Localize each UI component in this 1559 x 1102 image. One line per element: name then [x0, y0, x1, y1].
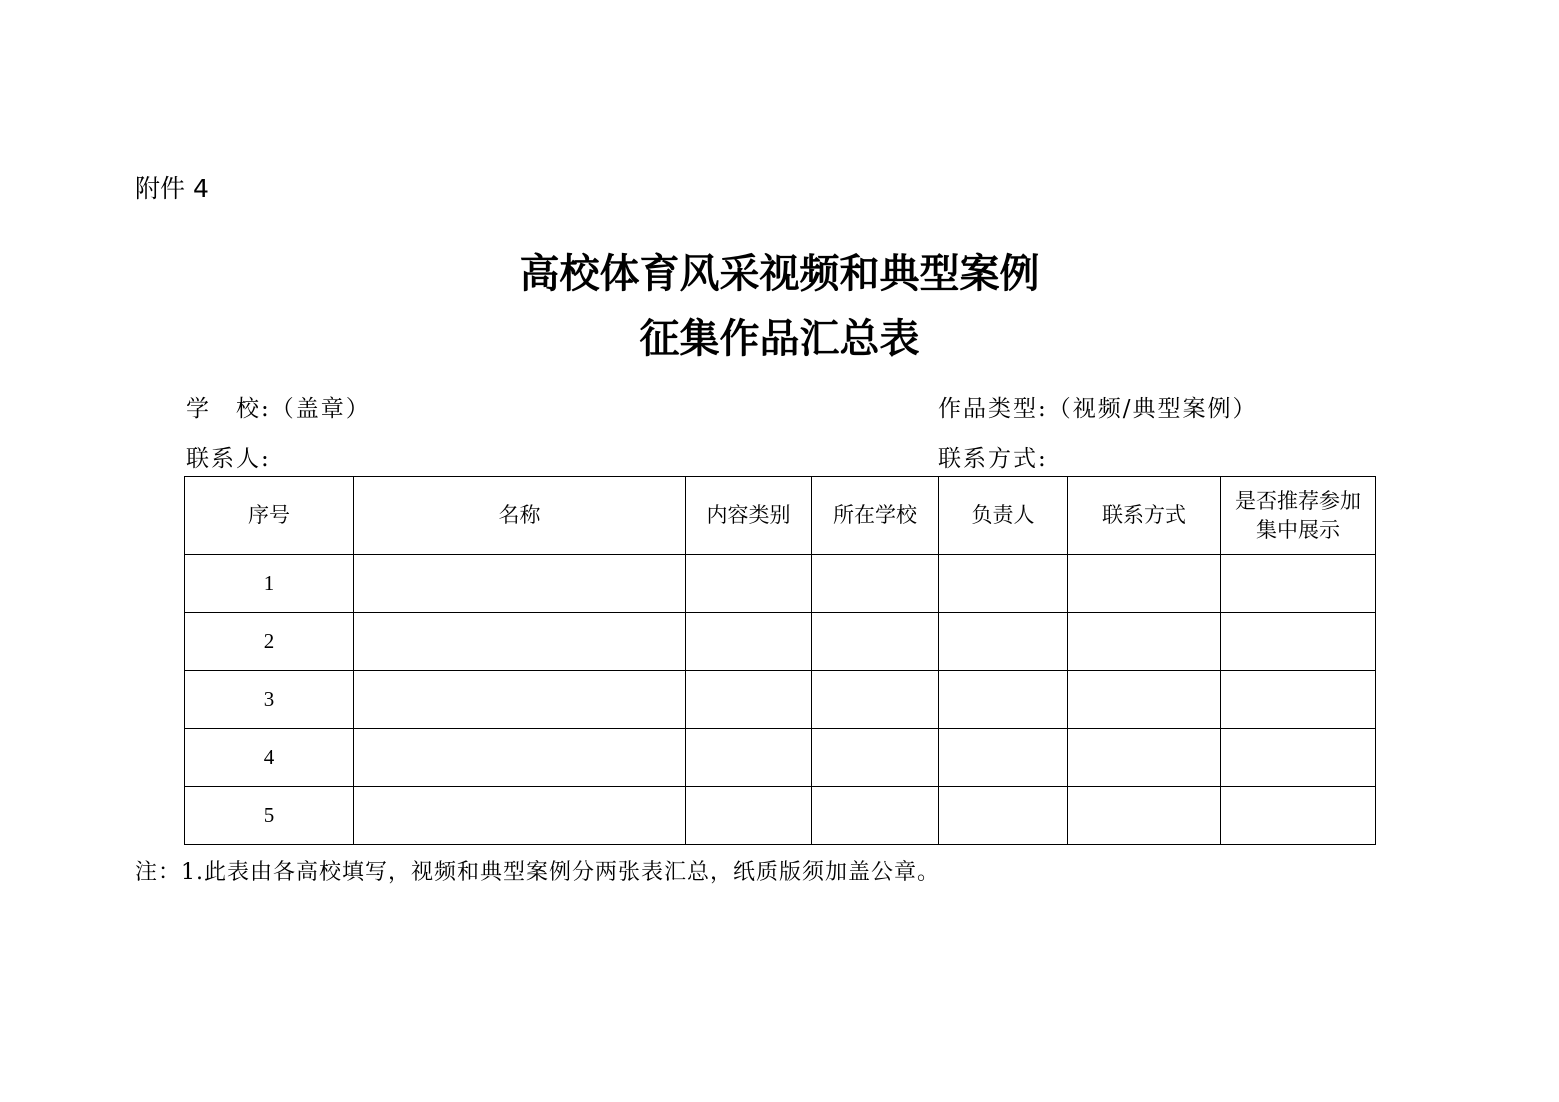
table-row — [185, 787, 1376, 845]
header-content-category: 内容类别 — [686, 477, 812, 555]
row-serial-number: 4 — [185, 729, 354, 787]
table-cell[interactable] — [812, 787, 939, 845]
table-cell[interactable] — [354, 671, 686, 729]
summary-table — [184, 476, 1376, 845]
document-title-line-2: 征集作品汇总表 — [639, 315, 920, 362]
table-cell[interactable] — [354, 787, 686, 845]
header-contact-method: 联系方式 — [1068, 477, 1221, 555]
table-cell[interactable] — [1221, 613, 1376, 671]
row-serial-number: 1 — [185, 555, 354, 613]
header-recommend-showcase — [1221, 477, 1376, 555]
attachment-label: 附件 4 — [135, 174, 209, 203]
table-note: 注：1.此表由各高校填写，视频和典型案例分两张表汇总，纸质版须加盖公章。 — [135, 860, 940, 885]
table-cell[interactable] — [1068, 787, 1221, 845]
table-cell[interactable] — [354, 729, 686, 787]
row-serial-number: 2 — [185, 613, 354, 671]
table-cell[interactable] — [812, 671, 939, 729]
table-cell[interactable] — [354, 555, 686, 613]
contact-person-field-label: 联系人: — [186, 446, 271, 472]
row-serial-number: 5 — [185, 787, 354, 845]
table-cell[interactable] — [939, 613, 1068, 671]
table-row — [185, 671, 1376, 729]
table-cell[interactable] — [686, 671, 812, 729]
table-cell[interactable] — [1221, 555, 1376, 613]
header-serial-number: 序号 — [185, 477, 354, 555]
table-cell[interactable] — [686, 555, 812, 613]
document-title-line-1: 高校体育风采视频和典型案例 — [519, 250, 1040, 297]
row-serial-number: 3 — [185, 671, 354, 729]
table-cell[interactable] — [1221, 671, 1376, 729]
table-cell[interactable] — [686, 787, 812, 845]
table-cell[interactable] — [939, 787, 1068, 845]
table-cell[interactable] — [1068, 613, 1221, 671]
table-cell[interactable] — [812, 729, 939, 787]
table-cell[interactable] — [939, 729, 1068, 787]
table-cell[interactable] — [1068, 671, 1221, 729]
table-cell[interactable] — [1068, 555, 1221, 613]
table-header-row — [185, 477, 1376, 555]
school-field-label: 学 校:（盖章） — [186, 396, 371, 422]
contact-method-field-label: 联系方式: — [938, 446, 1048, 472]
table-cell[interactable] — [1221, 729, 1376, 787]
work-type-field-label: 作品类型:（视频/典型案例） — [938, 396, 1258, 422]
table-cell[interactable] — [354, 613, 686, 671]
table-cell[interactable] — [812, 555, 939, 613]
table-cell[interactable] — [1221, 787, 1376, 845]
header-recommend-showcase-text: 是否推荐参加集中展示 — [1235, 488, 1361, 542]
header-school: 所在学校 — [812, 477, 939, 555]
table-row — [185, 613, 1376, 671]
table-cell[interactable] — [1068, 729, 1221, 787]
table-row — [185, 555, 1376, 613]
table-cell[interactable] — [686, 729, 812, 787]
header-name: 名称 — [354, 477, 686, 555]
table-cell[interactable] — [939, 671, 1068, 729]
table-cell[interactable] — [812, 613, 939, 671]
table-cell[interactable] — [939, 555, 1068, 613]
table-row — [185, 729, 1376, 787]
table-cell[interactable] — [686, 613, 812, 671]
header-responsible-person: 负责人 — [939, 477, 1068, 555]
